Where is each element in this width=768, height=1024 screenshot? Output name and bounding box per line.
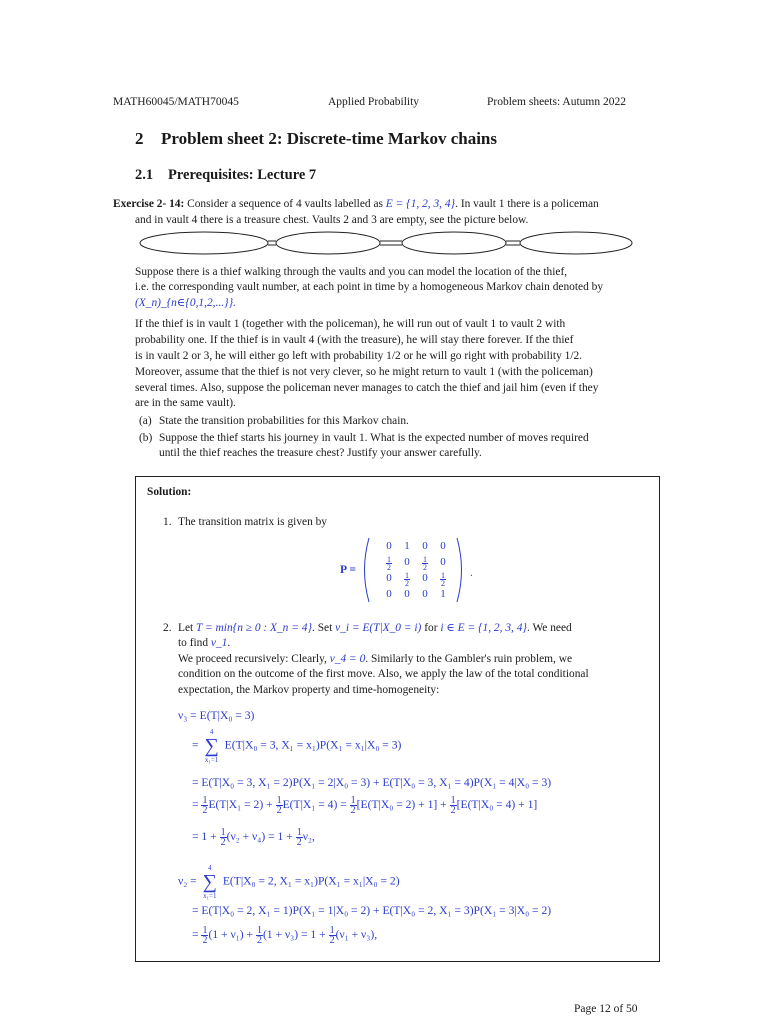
matrix-cell: 0: [440, 556, 446, 568]
eq-nu3-line-3: = E(T|X₀ = 3, X₁ = 2)P(X₁ = 2|X₀ = 3) + E(T|X₀ = 3, X₁ = 4)P(X₁ = 4|X₀ = 3): [192, 776, 552, 789]
i-in-E: i ∈ E = {1, 2, 3, 4}: [440, 622, 527, 634]
matrix-cell: 0: [386, 588, 392, 600]
question-b-line-2: until the thief reaches the treasure chest? Justify your answer carefully.: [159, 447, 482, 459]
item-2-label: 2.: [163, 622, 172, 634]
matrix-cell: 0: [422, 588, 428, 600]
paragraph-rules-5: several times. Also, suppose the policeman never manages to catch the thief and jail him (even if they: [135, 382, 599, 394]
section-number: 2: [135, 129, 144, 148]
header-course: MATH60045/MATH70045: [113, 96, 239, 108]
question-a-label: (a): [139, 415, 152, 427]
matrix-cell: $\frac{1}{2}$: [387, 555, 391, 572]
vault-1: [140, 232, 268, 254]
eq-sum-nu3: = 4 ∑ x₁=1 E(T|X₀ = 3, X₁ = x₁)P(X₁ = x₁|X₀ = 3): [192, 728, 402, 764]
matrix-cell: 0: [440, 540, 446, 552]
left-paren-icon: [358, 536, 372, 604]
paragraph-rules-3: is in vault 2 or 3, he will either go left with probability 1/2 or he will go right with probability 1/2.: [135, 350, 583, 362]
right-paren-icon: [454, 536, 468, 604]
exercise-line-2: and in vault 4 there is a treasure chest. Vaults 2 and 3 are empty, see the picture below.: [135, 214, 529, 226]
matrix-cell: 0: [386, 572, 392, 584]
matrix-grid: [380, 540, 452, 603]
set-E: E = {1, 2, 3, 4}: [385, 198, 456, 210]
paragraph-thief-1: Suppose there is a thief walking through the vaults and you can model the location of the thief,: [135, 266, 568, 278]
item-2-line-5: expectation, the Markov property and time-homogeneity:: [178, 684, 440, 696]
subsection-title: Prerequisites: Lecture 7: [168, 167, 317, 183]
matrix-cell: $\frac{1}{2}$: [441, 571, 445, 588]
header-sheets: Problem sheets: Autumn 2022: [487, 96, 626, 108]
eq-nu2: ν₂ = 4 ∑ x₁=1 E(T|X₀ = 2, X₁ = x₁)P(X₁ = x₁|X₀ = 2): [178, 864, 400, 900]
matrix-cell: $\frac{1}{2}$: [423, 555, 427, 572]
nu-def: ν_i = E(T|X_0 = i): [335, 622, 422, 634]
item-2-line-3: We proceed recursively: Clearly, ν_4 = 0. Similarly to the Gambler's ruin problem, we: [178, 653, 573, 665]
header-subject: Applied Probability: [328, 96, 420, 108]
subsection-number: 2.1: [135, 167, 154, 183]
matrix-cell: $\frac{1}{2}$: [405, 571, 409, 588]
matrix-cell: 0: [404, 556, 410, 568]
matrix-cell: 1: [440, 588, 446, 600]
paragraph-rules-1: If the thief is in vault 1 (together with the policeman), he will run out of vault 1 to vault 2 with: [135, 318, 566, 330]
eq-nu3: ν₃ = E(T|X₀ = 3): [178, 709, 255, 722]
exercise-label: Exercise 2- 14:: [113, 198, 185, 210]
sum-icon: 4 ∑ x₁=1: [204, 728, 219, 764]
vault-3: [402, 232, 506, 254]
matrix-cell: 0: [386, 540, 392, 552]
matrix-cell: 0: [404, 588, 410, 600]
transition-matrix: 0 1 0 0 $\frac{1}{2}$ 0 $\frac{1}{2}$ 0 0 $\frac{1}{2}$ 0 $\frac{1}{2}$ 0 0 0 1 .: [358, 536, 488, 606]
eq-nu3-line-5: = 1 + $\frac{1}{2}$ (ν₂ + ν₄) = 1 + $\frac{1}{2}$ ν₂,: [192, 827, 315, 848]
question-b-line-1: Suppose the thief starts his journey in vault 1. What is the expected number of moves required: [159, 432, 589, 444]
matrix-cell: 1: [404, 540, 410, 552]
sum-icon: 4 ∑ x₁=1: [202, 864, 217, 900]
eq-nu3-line-4: = $\frac{1}{2}$ E(T|X₁ = 2) + $\frac{1}{2}$ E(T|X₁ = 4) = $\frac{1}{2}$ [E(T|X₀ = 2) + 1] + $\frac{1}{2}$ [E(T|X₀ = 4) + 1]: [192, 795, 538, 816]
item-2-line-2: to find ν_1.: [178, 637, 231, 649]
eq-nu2-line-3: = $\frac{1}{2}$ (1 + ν₁) + $\frac{1}{2}$ (1 + ν₃) = 1 + $\frac{1}{2}$ (ν₁ + ν₃),: [192, 925, 378, 946]
matrix-cell: 0: [422, 540, 428, 552]
item-2-line-1: Let T = min{n ≥ 0 : X_n = 4}. Set ν_i = E(T|X_0 = i) for i ∈ E = {1, 2, 3, 4}. We need: [178, 622, 572, 634]
page-number: Page 12 of 50: [574, 1003, 638, 1015]
matrix-name: P =: [340, 563, 356, 576]
solution-title: Solution:: [147, 486, 192, 498]
item-1-label: 1.: [163, 516, 172, 528]
vaults-diagram: [138, 229, 638, 257]
matrix-cell: 0: [422, 572, 428, 584]
exercise-paragraph-1: Exercise 2- 14: Consider a sequence of 4 vaults labelled as E = {1, 2, 3, 4}. In vault 1 there is a policeman: [113, 198, 599, 210]
vault-4: [520, 232, 632, 254]
stopping-time-def: T = min{n ≥ 0 : X_n = 4}: [196, 622, 313, 634]
paragraph-rules-4: Moreover, assume that the thief is not very clever, so he might return to vault 1 (with the policeman): [135, 366, 593, 378]
eq-nu2-line-2: = E(T|X₀ = 2, X₁ = 1)P(X₁ = 1|X₀ = 2) + E(T|X₀ = 2, X₁ = 3)P(X₁ = 3|X₀ = 2): [192, 904, 552, 917]
item-1-text: The transition matrix is given by: [178, 516, 328, 528]
item-2-line-4: condition on the outcome of the first move. Also, we apply the law of the total conditional: [178, 668, 589, 680]
paragraph-rules-6: are in the same vault).: [135, 397, 236, 409]
question-a: State the transition probabilities for this Markov chain.: [159, 415, 409, 427]
paragraph-rules-2: probability one. If the thief is in vault 4 (with the treasure), he will stay there forever. If the thief: [135, 334, 574, 346]
paragraph-thief-2: i.e. the corresponding vault number, at each point in time by a homogeneous Markov chain denoted by: [135, 281, 604, 293]
section-title: Problem sheet 2: Discrete-time Markov chains: [161, 129, 497, 148]
markov-chain-notation: (X_n)_{n∈{0,1,2,...}}.: [135, 297, 236, 309]
vault-2: [276, 232, 380, 254]
question-b-label: (b): [139, 432, 153, 444]
